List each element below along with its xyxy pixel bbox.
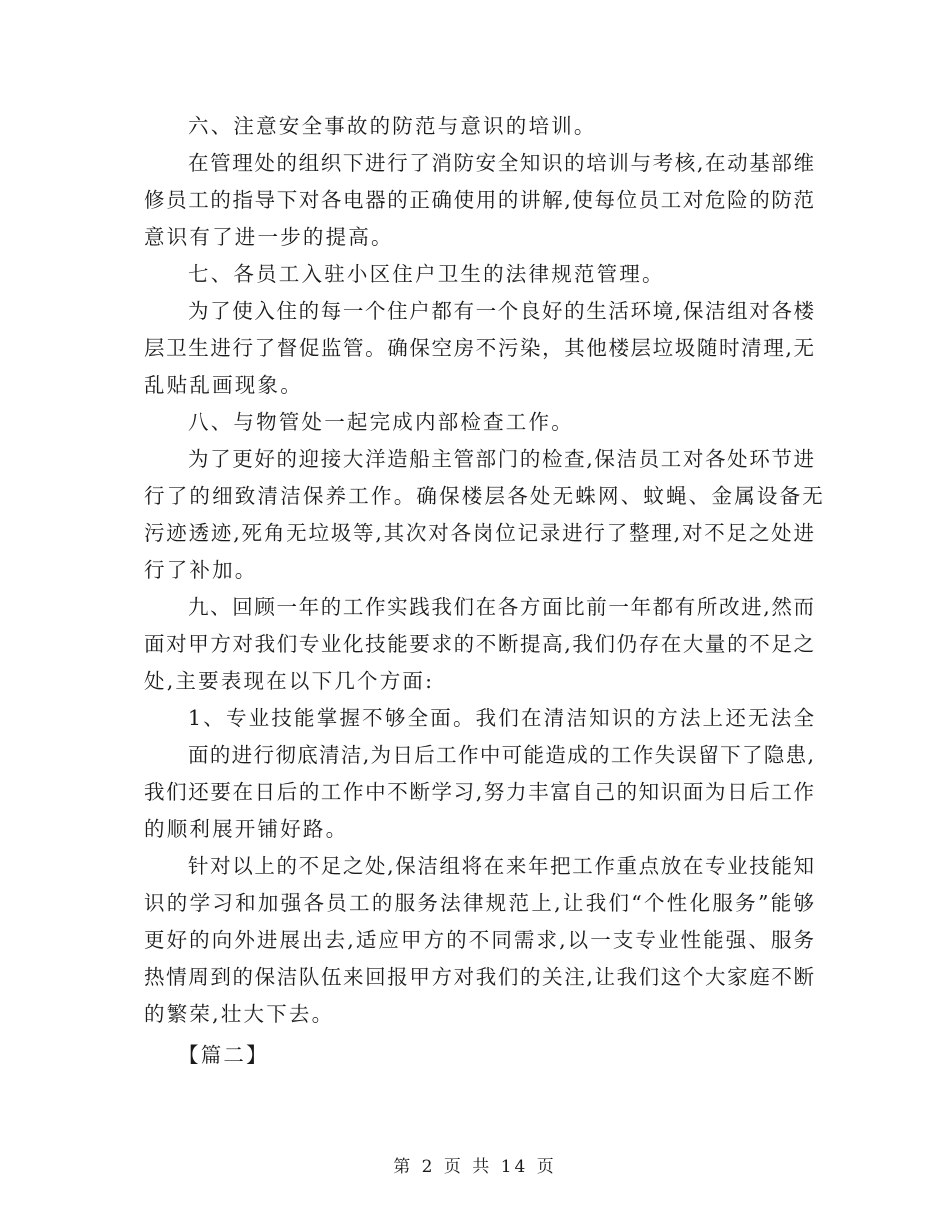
- footer-middle: 页 共: [443, 1157, 493, 1177]
- paragraph-line: 处,主要表现在以下几个方面:: [144, 669, 435, 693]
- paragraph-line: 为了使入住的每一个住户都有一个良好的生活环境,保洁组对各楼: [188, 299, 814, 323]
- paragraph-line: 更好的向外进展出去,适应甲方的不同需求,以一支专业性能强、服务: [144, 928, 814, 952]
- paragraph-line: 面对甲方对我们专业化技能要求的不断提高,我们仍存在大量的不足之: [144, 632, 814, 656]
- section-heading-8: 八、与物管处一起完成内部检查工作。: [188, 410, 574, 434]
- paragraph-line: 在管理处的组织下进行了消防安全知识的培训与考核,在动基部维: [188, 151, 814, 175]
- paragraph-line: 面的进行彻底清洁,为日后工作中可能造成的工作失误留下了隐患,: [188, 743, 814, 767]
- paragraph-line: 热情周到的保洁队伍来回报甲方对我们的关注,让我们这个大家庭不断: [144, 965, 814, 989]
- section-heading-9: 九、回顾一年的工作实践我们在各方面比前一年都有所改进,然而: [188, 595, 814, 619]
- paragraph-line: 乱贴乱画现象。: [144, 373, 303, 397]
- paragraph-line: 我们还要在日后的工作中不断学习,努力丰富自己的知识面为日后工作: [144, 780, 814, 804]
- footer-total-pages: 14: [500, 1157, 529, 1177]
- footer-prefix: 第: [393, 1157, 414, 1177]
- paragraph-line: 行了的细致清洁保养工作。确保楼层各处无蛛网、蚊蝇、金属设备无: [144, 484, 825, 508]
- paragraph-line: 的繁荣,壮大下去。: [144, 1002, 335, 1026]
- paragraph-line: 识的学习和加强各员工的服务法律规范上,让我们“个性化服务”能够: [144, 891, 814, 915]
- paragraph-line: 污迹透迹,死角无垃圾等,其次对各岗位记录进行了整理,对不足之处进: [144, 521, 814, 545]
- page-footer: [0, 1152, 950, 1177]
- list-item-1: 1、专业技能掌握不够全面。我们在清洁知识的方法上还无法全: [188, 706, 817, 730]
- paragraph-line: 行了补加。: [144, 558, 258, 582]
- section-heading-6: 六、注意安全事故的防范与意识的培训。: [188, 114, 597, 138]
- footer-suffix: 页: [536, 1157, 557, 1177]
- paragraph-line: 层卫生进行了督促监管。确保空房不污染，其他楼层垃圾随时清理,无: [144, 336, 814, 360]
- footer-page-number: 2: [421, 1157, 436, 1177]
- paragraph-line: 修员工的指导下对各电器的正确使用的讲解,使每位员工对危险的防范: [144, 188, 814, 212]
- paragraph-line: 意识有了进一步的提高。: [144, 225, 394, 249]
- paragraph-line: 针对以上的不足之处,保洁组将在来年把工作重点放在专业技能知: [188, 854, 814, 878]
- section-heading-7: 七、各员工入驻小区住户卫生的法律规范管理。: [188, 262, 665, 286]
- part-heading: 【篇二】: [178, 1043, 269, 1067]
- paragraph-line: 的顺利展开铺好路。: [144, 817, 349, 841]
- paragraph-line: 为了更好的迎接大洋造船主管部门的检查,保洁员工对各处环节进: [188, 447, 814, 471]
